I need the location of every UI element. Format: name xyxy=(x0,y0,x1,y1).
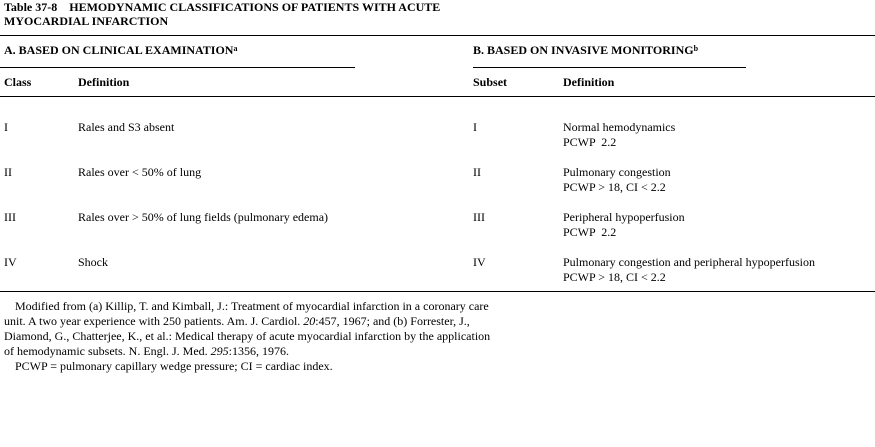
subset-definition-line1: Peripheral hypoperfusion xyxy=(563,210,685,224)
table-title-line2: MYOCARDIAL INFARCTION xyxy=(4,14,169,28)
subset-cell: I xyxy=(473,120,477,134)
section-b-underline xyxy=(473,67,746,68)
table-row xyxy=(4,165,12,180)
section-a-heading xyxy=(4,43,237,58)
class-cell: I xyxy=(4,120,8,134)
footnote-text: of hemodynamic subsets. N. Engl. J. Med. xyxy=(4,344,211,358)
footnote-line: Modified from (a) Killip, T. and Kimball, J.: Treatment of myocardial infarction in a coronary care xyxy=(15,299,489,313)
table-row xyxy=(4,210,16,225)
footnote-line: Diamond, G., Chatterjee, K., et al.: Medical therapy of acute myocardial infarction by the application xyxy=(4,329,491,343)
top-rule xyxy=(0,35,875,36)
subset-definition-line1: Pulmonary congestion and peripheral hypoperfusion xyxy=(563,255,815,269)
header-rule xyxy=(0,96,875,97)
definition-cell: Rales over < 50% of lung xyxy=(78,165,202,179)
subset-definition-line1: Pulmonary congestion xyxy=(563,165,671,179)
section-b-heading xyxy=(473,43,698,58)
footnote-line xyxy=(4,314,544,329)
subset-cell: IV xyxy=(473,255,486,269)
footnote-line xyxy=(4,344,544,359)
col-header-class: Class xyxy=(4,75,32,89)
footnote-line: PCWP = pulmonary capillary wedge pressure; CI = cardiac index. xyxy=(15,359,333,373)
class-cell: II xyxy=(4,165,12,179)
section-a-heading-text: A. BASED ON CLINICAL EXAMINATION xyxy=(4,43,234,57)
subset-definition-line2: PCWP 2.2 xyxy=(563,135,617,149)
footnote-text: :1356, 1976. xyxy=(228,344,289,358)
table-title-line1: Table 37-8 HEMODYNAMIC CLASSIFICATIONS OF PATIENTS WITH ACUTE xyxy=(4,0,441,14)
subset-cell: III xyxy=(473,210,485,224)
definition-cell: Rales over > 50% of lung fields (pulmonary edema) xyxy=(78,210,329,224)
subset-cell: II xyxy=(473,165,481,179)
col-header-subset: Subset xyxy=(473,75,508,89)
footnote-text: unit. A two year experience with 250 patients. Am. J. Cardiol. xyxy=(4,314,304,328)
footnote xyxy=(4,299,544,374)
subset-definition-cell xyxy=(563,120,675,150)
subset-definition-line2: PCWP > 18, CI < 2.2 xyxy=(563,270,666,284)
class-cell: IV xyxy=(4,255,17,269)
col-header-definition-b: Definition xyxy=(563,75,615,89)
col-header-definition-a: Definition xyxy=(78,75,130,89)
table-row xyxy=(4,120,8,135)
footnote-text: :457, 1967; and (b) Forrester, J., xyxy=(315,314,470,328)
subset-definition-cell xyxy=(563,165,671,195)
class-cell: III xyxy=(4,210,16,224)
subset-definition-line1: Normal hemodynamics xyxy=(563,120,676,134)
definition-cell: Shock xyxy=(78,255,108,269)
footnote-volume: 20 xyxy=(303,314,316,328)
bottom-rule xyxy=(0,291,875,292)
subset-definition-cell xyxy=(563,210,685,240)
table-title xyxy=(4,0,440,28)
subset-definition-cell xyxy=(563,255,815,285)
section-a-underline xyxy=(0,67,355,68)
table-row xyxy=(4,255,17,270)
subset-definition-line2: PCWP > 18, CI < 2.2 xyxy=(563,180,666,194)
subset-definition-line2: PCWP 2.2 xyxy=(563,225,617,239)
definition-cell: Rales and S3 absent xyxy=(78,120,175,134)
footnote-volume: 295 xyxy=(210,344,229,358)
section-a-footnote-marker: a xyxy=(233,44,238,53)
section-b-heading-text: B. BASED ON INVASIVE MONITORING xyxy=(473,43,694,57)
section-b-footnote-marker: b xyxy=(693,44,699,53)
